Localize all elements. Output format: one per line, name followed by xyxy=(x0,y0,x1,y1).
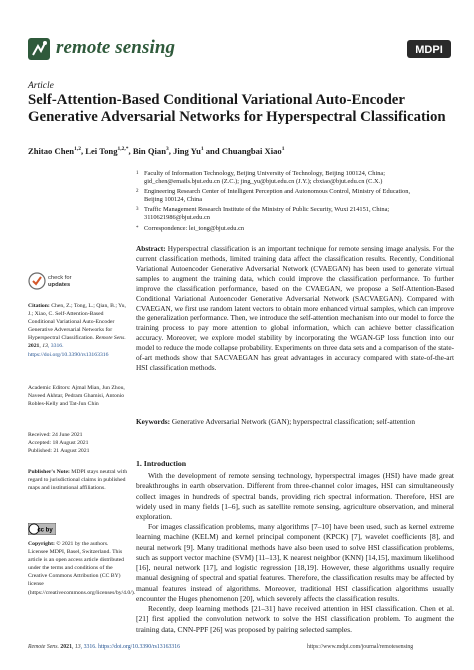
affiliation-line: 3110621986@bjut.edu.cn xyxy=(144,214,210,221)
cc-by-license-icon xyxy=(28,523,56,535)
author-name: Zhitao Chen xyxy=(28,146,75,156)
author-list: Zhitao Chen$^{1,2}$, Lei Tong$^{1,2,*}$, Bin Qian$^3$, Jing Yu$^1$ and Chuangbai Xiao$^1$ xyxy=(28,146,285,156)
article-type: Article xyxy=(28,81,54,91)
section-heading: 1. Introduction xyxy=(136,459,187,468)
author-sup: 1,2 xyxy=(74,146,81,153)
publisher-note-label: Publisher's Note: xyxy=(28,469,70,475)
citation-year: 2021 xyxy=(28,343,40,350)
copyright-label: Copyright: xyxy=(28,541,55,547)
publisher-logo xyxy=(407,40,451,58)
publisher-note-text: MDPI stays neutral with regard to jurisdictional claims in published maps and institutional affiliations. xyxy=(28,469,128,492)
affiliation-line: gid_chen@emails.bjut.edu.cn (Z.C.); jing_yu@bjut.edu.cn (J.Y.); cbxiao@bjut.edu.cn (C.X.) xyxy=(144,178,383,185)
affiliation-number: * xyxy=(136,226,139,231)
affiliation-line: Beijing 100124, China xyxy=(144,196,203,203)
correspondence xyxy=(136,225,462,233)
author-sup: 1,2,* xyxy=(117,146,129,153)
check-for-updates-badge[interactable] xyxy=(28,265,74,299)
cc-license-badge[interactable] xyxy=(28,522,56,534)
author-name: Lei Tong xyxy=(85,146,118,156)
academic-editors xyxy=(28,384,128,408)
footer-journal: Remote Sens. xyxy=(28,644,59,650)
footer-doi[interactable]: , 3316. https://doi.org/10.3390/rs13163316 xyxy=(80,644,181,650)
citation-text: Chen, Z.; Tong, L.; Qian, B.; Yu, J.; Xiao, C. Self-Attention-Based Conditional Variational Auto-Encoder Generative Adversarial Networks for Hyperspectral Classification. xyxy=(28,303,126,342)
keywords xyxy=(136,417,454,427)
citation-journal: Remote Sens. xyxy=(95,335,126,342)
author-name: Chuangbai Xiao xyxy=(221,146,282,156)
affiliation-line: Engineering Research Center of Intelligent Perception and Autonomous Control, Ministry of Education, xyxy=(144,188,411,195)
journal-name: remote sensing xyxy=(56,37,176,58)
check-updates-line1: check for xyxy=(48,275,72,281)
abstract xyxy=(136,244,454,373)
author-sup: 1 xyxy=(200,146,204,153)
citation-label: Citation: xyxy=(28,303,50,309)
publisher-note xyxy=(28,468,128,492)
footer-volume: 13 xyxy=(74,644,81,650)
journal-logo-icon xyxy=(28,38,50,60)
abstract-label: Abstract: xyxy=(136,244,166,253)
affiliation xyxy=(136,188,462,204)
editors-text: Ajmal Mian, Jun Zhou, Naveed Akhtar, Pedram Ghamisi, Antonio Robles-Kelly and Tat-Jun Chin xyxy=(28,385,125,408)
check-for-updates-icon xyxy=(28,265,74,299)
author-sup: 3 xyxy=(166,146,169,153)
footer-journal-link[interactable]: https://www.mdpi.com/journal/remotesensing xyxy=(307,644,414,650)
accepted-date: Accepted: 18 August 2021 xyxy=(28,440,89,447)
body-paragraph: With the development of remote sensing technology, hyperspectral images (HSI) have made great breakthroughs in earth observation. Different from three-channel color images, HSI can simultaneously collect images in hundreds of spectral bands, providing rich spectral information. Therefore, HSI are widely used in many fields [1–6], such as satellite remote sensing, agriculture observation, and mineral exploration. xyxy=(136,471,454,522)
affiliation-line: Faculty of Information Technology, Beijing University of Technology, Beijing 100124, China; xyxy=(144,170,386,177)
body-paragraph: For images classification problems, many algorithms [7–10] have been used, such as kernel extreme learning machine (KELM) and kernel principal component (KPCK) [7], wavelet coefficients [8], and neural network [9]. Many traditional methods have also been used to solve HSI classification problems, such as support vector machine (SVM) [11–13], K nearest neighbor (KNN) [14,15], maximum likelihood [16], neural network [17], and logistic regression [18,19]. However, these algorithms usually require manual designing of spectral and spatial features. Therefore, the classification results may be affected by manual features instead of algorithms. Moreover, traditional HSI classification algorithms usually encounter the Huges phenomenon [20], which severely affects the classification results. xyxy=(136,522,454,604)
keywords-text: Generative Adversarial Network (GAN); hyperspectral classification; self-attention xyxy=(171,417,416,426)
abstract-text: Hyperspectral classification is an important technique for remote sensing image analysis. For the current classification methods, limited training data affect the classification results. Recently, Conditional Variational Autoencoder Generative Adversarial Network (CVAEGAN) has been used to generate virtual samples to augment the training data, which could improve the classification performance. To further improve the classification performance, based on the CVAEGAN, we propose a Self-Attention-Based Conditional Variational Autoencoder Generative Adversarial Network (SACVAEGAN). Compared with CVAEGAN, we first use random latent vectors to obtain more enhanced virtual samples, which can improve the generalization performance. Then, we introduce the self-attention mechanism into our model to force the training process to pay more attention to global information, which can achieve better classification accuracy. Moreover, we explore model stability by incorporating the WGAN-GP loss function into our model to reduce the mode collapse probability. Experiments on three data sets and a comparison of the state-of-art methods show that SACVAEGAN has great advantages in accuracy compared with state-of-the-art HSI classification methods. xyxy=(136,244,454,373)
affiliation-number: 2 xyxy=(136,189,139,194)
footer-citation: Remote Sens. 2021, 13, 3316. https://doi.org/10.3390/rs13163316 xyxy=(28,644,181,650)
citation-doi[interactable]: , 3316. https://doi.org/10.3390/rs13163316 xyxy=(28,343,109,358)
citation-block: Citation: Chen, Z.; Tong, L.; Qian, B.; Yu, J.; Xiao, C. Self-Attention-Based Conditional Variational Auto-Encoder Generative Adversarial Networks for Hyperspectral Classification. Remote Sens. 2021, 13, 3316. https://doi.org/10.3390/rs13163316 xyxy=(28,303,126,358)
cc-label: cc by xyxy=(37,527,53,534)
check-updates-line2: updates xyxy=(48,282,71,288)
affiliation xyxy=(136,170,462,186)
editors-label: Academic Editors: xyxy=(28,385,71,391)
received-date: Received: 24 June 2021 xyxy=(28,432,83,438)
affiliation-number: 1 xyxy=(136,171,139,176)
affiliation-number: 3 xyxy=(136,207,139,212)
keywords-label: Keywords: xyxy=(136,417,171,426)
affiliation-line: Traffic Management Research Institute of the Ministry of Public Security, Wuxi 214151, China; xyxy=(144,206,390,213)
publisher-name: MDPI xyxy=(415,44,443,56)
citation-volume: 13 xyxy=(42,343,48,350)
copyright-text: © 2021 by the authors. Licensee MDPI, Basel, Switzerland. This article is an open access article distributed under the terms and conditions of the Creative Commons Attribution (CC BY) license (https://creativecommons.org/licenses/by/4.0/). xyxy=(28,541,136,596)
affiliation xyxy=(136,206,462,222)
author-name: Jing Yu xyxy=(173,146,201,156)
published-date: Published: 21 August 2021 xyxy=(28,448,90,455)
affiliation-line: Correspondence: lei_tong@bjut.edu.cn xyxy=(144,225,245,232)
article-title: Self-Attention-Based Conditional Variational Auto-Encoder Generative Adversarial Networks for Hyperspectral Classification xyxy=(28,92,446,125)
author-sup: 1 xyxy=(281,146,285,153)
copyright-block xyxy=(28,540,136,597)
author-name: Bin Qian xyxy=(132,146,167,156)
body-paragraph: Recently, deep learning methods [21–31] have received attention in HSI classification. Chen et al. [21] first applied the convolution network to solve the HSI classification problem. To augment the training data, CNN-PPF [26] was proposed by pairing selected samples. xyxy=(136,604,454,634)
dates-block xyxy=(28,431,128,455)
footer-year: 2021 xyxy=(60,644,72,650)
publisher-logo-icon xyxy=(407,40,451,58)
